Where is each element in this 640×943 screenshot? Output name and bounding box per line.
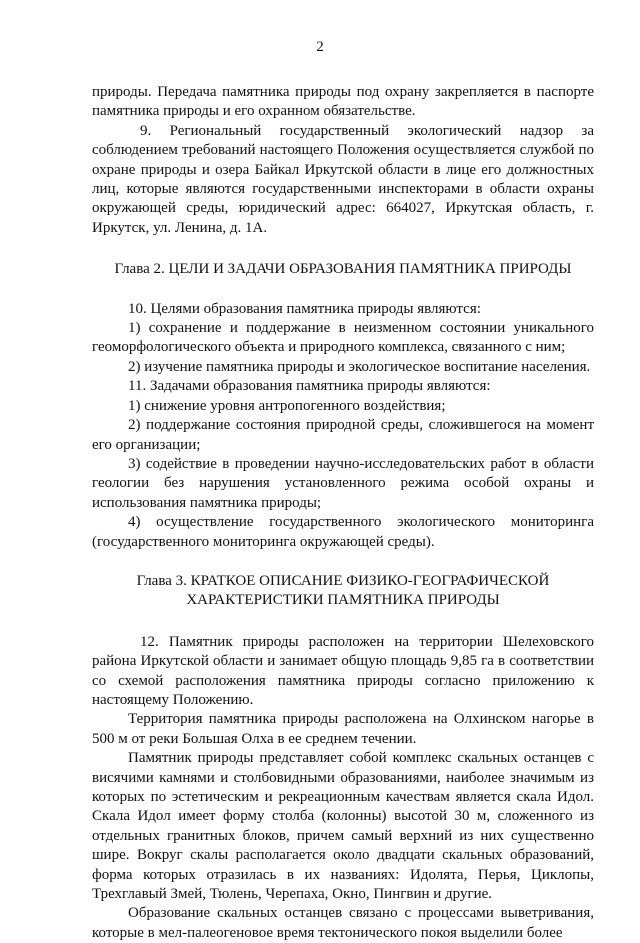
clause-10: 10. Целями образования памятника природы являются:	[128, 300, 481, 317]
goal-2: 2) изучение памятника природы и экологическое воспитание населения.	[128, 358, 591, 375]
chapter-3-title-line-2: ХАРАКТЕРИСТИКИ ПАМЯТНИКА ПРИРОДЫ	[186, 592, 500, 609]
goal-1: 1) сохранение и поддержание в неизменном состоянии уникального геоморфологического объекта и природного комплекса, связанного с ним;	[92, 320, 594, 356]
formation-paragraph: Образование скальных останцев связано с процессами выветривания, которые в мел-палеогеновое время тектонического покоя выделили более	[92, 905, 594, 941]
page-number: 2	[316, 39, 324, 55]
document-body	[92, 83, 594, 943]
chapter-3-title-line-1: Глава 3. КРАТКОЕ ОПИСАНИЕ ФИЗИКО-ГЕОГРАФИЧЕСКОЙ	[136, 572, 550, 589]
intro-paragraph-1: природы. Передача памятника природы под охрану закрепляется в паспорте памятника природы и его охранном обязательстве.	[92, 84, 594, 120]
monument-description-paragraph: Памятник природы представляет собой комплекс скальных останцев с висячими камнями и столбовидными образованиями, наиболее значимым из которых по эстетическим и рекреационным качествам является скала Идол. Скала Идол имеет форму столба (колонны) высотой 30 м, сложенного из отдельных гранитных блоков, причем самый верхний из них существенно шире. Вокруг скалы располагается около двадцати скальных образований, форма которых отразилась в их названиях: Идолята, Перья, Циклопы, Трехглавый Змей, Тюлень, Черепаха, Окно, Пингвин и другие.	[92, 750, 594, 903]
clause-9: 9. Региональный государственный экологический надзор за соблюдением требований настоящего Положения осуществляется службой по охране природы и озера Байкал Иркутской области в лице его должностных лиц, которые являются государственными инспекторами в области охраны окружающей среды, юридический адрес: 664027, Иркутская область, г. Иркутск, ул. Ленина, д. 1А.	[92, 122, 594, 236]
chapter-2-title: Глава 2. ЦЕЛИ И ЗАДАЧИ ОБРАЗОВАНИЯ ПАМЯТНИКА ПРИРОДЫ	[114, 261, 572, 278]
task-1: 1) снижение уровня антропогенного воздействия;	[128, 397, 446, 414]
clause-12: 12. Памятник природы расположен на территории Шелеховского района Иркутской области и занимает общую площадь 9,85 га в соответствии со схемой расположения памятника природы согласно приложению к настоящему Положению.	[92, 633, 594, 708]
task-4: 4) осуществление государственного экологического мониторинга (государственного мониторинга окружающей среды).	[92, 514, 594, 550]
clause-11: 11. Задачами образования памятника природы являются:	[128, 378, 491, 395]
chapter-3-title	[92, 572, 594, 611]
task-2: 2) поддержание состояния природной среды, сложившегося на момент его организации;	[92, 417, 594, 453]
task-3: 3) содействие в проведении научно-исследовательских работ в области геологии без нарушения установленного режима особой охраны и использования памятника природы;	[92, 455, 594, 511]
territory-paragraph: Территория памятника природы расположена на Олхинском нагорье в 500 м от реки Большая Олха в ее среднем течении.	[92, 711, 594, 747]
